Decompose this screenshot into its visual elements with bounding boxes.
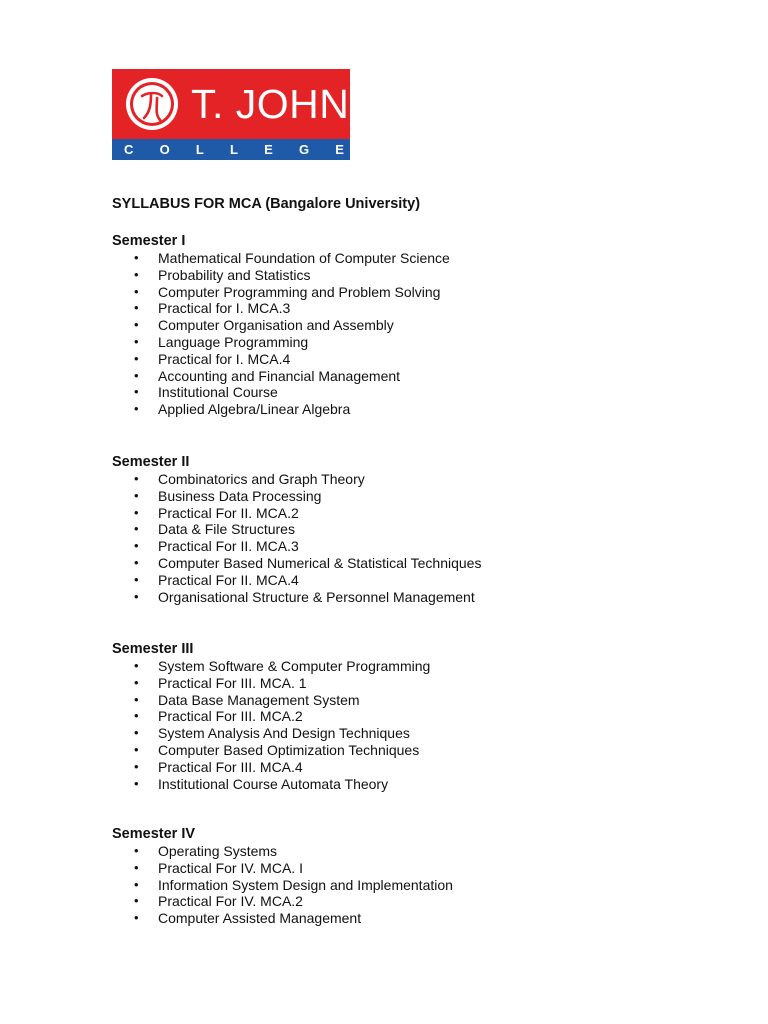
bullet-icon: • <box>134 843 139 858</box>
course-name: Combinatorics and Graph Theory <box>158 471 365 487</box>
course-name: Computer Assisted Management <box>158 910 362 927</box>
semester-3-section <box>112 641 672 792</box>
bullet-icon: • <box>134 250 139 265</box>
logo-letter: E <box>264 142 273 157</box>
list-item <box>112 708 672 725</box>
list-item <box>112 250 672 267</box>
list-item <box>112 334 672 351</box>
logo-letter: L <box>195 142 204 157</box>
logo-letter: G <box>298 142 310 157</box>
course-list <box>112 843 672 927</box>
semester-1-section <box>112 233 672 418</box>
list-item <box>112 538 672 555</box>
logo-college-word <box>124 139 344 160</box>
course-name: Accounting and Financial Management <box>158 367 401 384</box>
course-name: Practical For IV. MCA.2 <box>158 893 303 910</box>
bullet-icon: • <box>134 266 139 282</box>
list-item <box>112 910 672 927</box>
bullet-icon: • <box>134 384 139 400</box>
bullet-icon: • <box>134 893 139 909</box>
course-name: Practical For II. MCA.2 <box>158 504 299 521</box>
bullet-icon: • <box>134 350 139 366</box>
list-item <box>112 471 672 488</box>
list-item <box>112 893 672 910</box>
semester-heading: Semester II <box>112 454 190 470</box>
bullet-icon: • <box>134 521 139 537</box>
list-item <box>112 521 672 538</box>
list-item <box>112 572 672 589</box>
course-name: Computer Programming and Problem Solving <box>158 283 441 300</box>
logo-letter: C <box>124 142 134 157</box>
course-name: Language Programming <box>158 333 309 350</box>
college-logo <box>112 69 350 160</box>
course-name: Practical For III. MCA.2 <box>158 708 303 725</box>
bullet-icon: • <box>134 471 139 486</box>
list-item <box>112 843 672 860</box>
course-name: Business Data Processing <box>158 487 322 504</box>
course-list <box>112 471 672 605</box>
list-item <box>112 759 672 776</box>
course-name: Practical For III. MCA. 1 <box>158 674 307 691</box>
list-item <box>112 725 672 742</box>
course-name: Organisational Structure & Personnel Management <box>158 588 475 605</box>
bullet-icon: • <box>134 910 139 926</box>
bullet-icon: • <box>134 758 139 774</box>
bullet-icon: • <box>134 283 139 299</box>
list-item <box>112 488 672 505</box>
course-name: Institutional Course <box>158 384 278 401</box>
list-item <box>112 284 672 301</box>
course-name: Computer Based Optimization Techniques <box>158 741 420 758</box>
bullet-icon: • <box>134 876 139 892</box>
course-list <box>112 250 672 418</box>
logo-name: T. JOHN <box>191 81 350 127</box>
course-name: System Analysis And Design Techniques <box>158 725 410 742</box>
list-item <box>112 555 672 572</box>
bullet-icon: • <box>134 367 139 383</box>
list-item <box>112 267 672 284</box>
semester-heading: Semester I <box>112 233 186 249</box>
course-name: Applied Algebra/Linear Algebra <box>158 401 351 418</box>
course-name: Practical for I. MCA.4 <box>158 350 291 367</box>
course-name: Institutional Course Automata Theory <box>158 775 389 792</box>
course-name: Practical For II. MCA.3 <box>158 538 299 555</box>
bullet-icon: • <box>134 658 139 673</box>
course-name: Practical For II. MCA.4 <box>158 571 299 588</box>
list-item <box>112 317 672 334</box>
course-name: Practical For IV. MCA. I <box>158 859 303 876</box>
bullet-icon: • <box>134 401 139 417</box>
list-item <box>112 658 672 675</box>
semester-heading: Semester III <box>112 641 194 657</box>
bullet-icon: • <box>134 487 139 503</box>
semester-4-section <box>112 826 672 927</box>
course-name: System Software & Computer Programming <box>158 658 431 674</box>
course-name: Practical for I. MCA.3 <box>158 300 291 317</box>
course-list <box>112 658 672 792</box>
bullet-icon: • <box>134 588 139 604</box>
course-name: Mathematical Foundation of Computer Science <box>158 250 450 266</box>
list-item <box>112 692 672 709</box>
list-item <box>112 776 672 793</box>
bullet-icon: • <box>134 708 139 724</box>
list-item <box>112 351 672 368</box>
course-name: Computer Based Numerical & Statistical Techniques <box>158 554 482 571</box>
bullet-icon: • <box>134 859 139 875</box>
logo-letter: E <box>335 142 344 157</box>
bullet-icon: • <box>134 725 139 741</box>
page-title: SYLLABUS FOR MCA (Bangalore University) <box>112 196 421 212</box>
list-item <box>112 742 672 759</box>
bullet-icon: • <box>134 317 139 333</box>
course-name: Data & File Structures <box>158 521 295 538</box>
bullet-icon: • <box>134 571 139 587</box>
course-name: Data Base Management System <box>158 691 360 708</box>
list-item <box>112 877 672 894</box>
list-item <box>112 384 672 401</box>
bullet-icon: • <box>134 554 139 570</box>
semester-heading: Semester IV <box>112 826 196 842</box>
course-name: Practical For III. MCA.4 <box>158 758 303 775</box>
semester-2-section <box>112 454 672 605</box>
list-item <box>112 589 672 606</box>
bullet-icon: • <box>134 691 139 707</box>
bullet-icon: • <box>134 300 139 316</box>
course-name: Computer Organisation and Assembly <box>158 317 394 334</box>
list-item <box>112 860 672 877</box>
course-name: Operating Systems <box>158 843 278 859</box>
logo-letter: L <box>229 142 238 157</box>
list-item <box>112 368 672 385</box>
bullet-icon: • <box>134 741 139 757</box>
logo-letter: O <box>159 142 170 157</box>
list-item <box>112 505 672 522</box>
bullet-icon: • <box>134 674 139 690</box>
bullet-icon: • <box>134 775 139 791</box>
list-item <box>112 300 672 317</box>
list-item <box>112 675 672 692</box>
bullet-icon: • <box>134 333 139 349</box>
college-seal-icon <box>124 76 180 132</box>
course-name: Probability and Statistics <box>158 266 311 283</box>
bullet-icon: • <box>134 538 139 554</box>
list-item <box>112 401 672 418</box>
bullet-icon: • <box>134 504 139 520</box>
course-name: Information System Design and Implementation <box>158 876 453 893</box>
